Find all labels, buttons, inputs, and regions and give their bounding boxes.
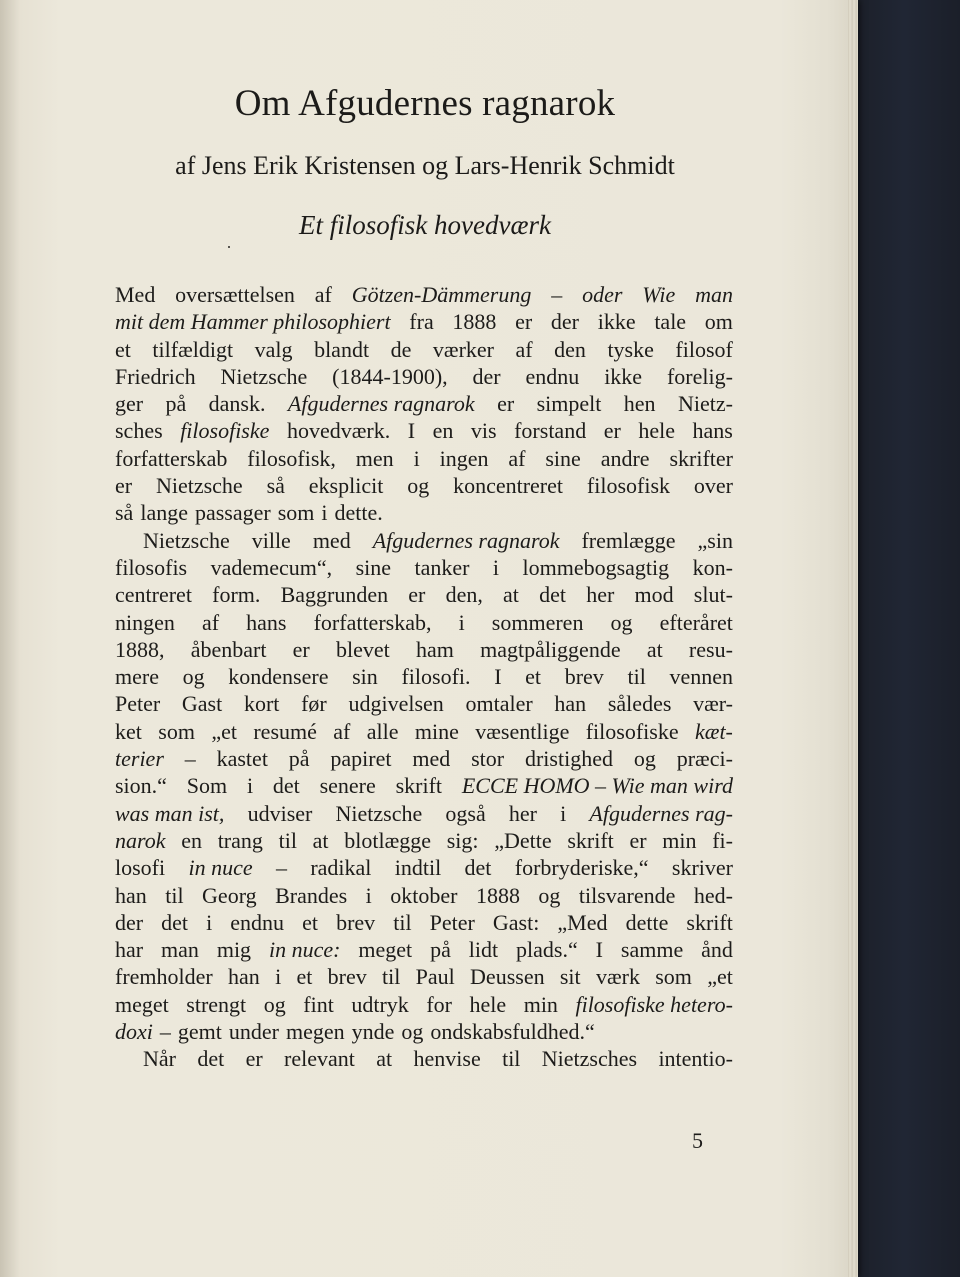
- text-line: Friedrich Nietzsche (1844-1900), der endnu ikke forelig-: [115, 363, 733, 389]
- text-line: sches filosofiske hovedværk. I en vis forstand er hele hans: [115, 418, 733, 444]
- text-line: fremholder han i et brev til Paul Deussen sit værk som „et: [115, 964, 733, 990]
- text-line: har man mig in nuce: meget på lidt plads.“ I samme ånd: [115, 937, 733, 963]
- text-line: 1888, åbenbart er blevet ham magtpåliggende at resu-: [115, 636, 733, 662]
- text-line: er Nietzsche så eksplicit og koncentreret filosofisk over: [115, 473, 733, 499]
- text-line: mit dem Hammer philosophiert fra 1888 er der ikke tale om: [115, 309, 733, 335]
- text-line: Når det er relevant at henvise til Nietzsches intentio-: [143, 1046, 733, 1072]
- text-line: ningen af hans forfatterskab, i sommeren og efteråret: [115, 609, 733, 635]
- text-line: Peter Gast kort før udgivelsen omtaler han således vær-: [115, 691, 733, 717]
- text-line: Med oversættelsen af Götzen-Dämmerung – oder Wie man: [115, 282, 733, 307]
- text-line: doxi – gemt under megen ynde og ondskabsfuldhed.“: [115, 1019, 595, 1045]
- text-line: mere og kondensere sin filosofi. I et brev til vennen: [115, 664, 733, 690]
- authors-line: af Jens Erik Kristensen og Lars-Henrik Schmidt: [175, 151, 675, 180]
- text-line: ger på dansk. Afgudernes ragnarok er simpelt hen Nietz-: [115, 391, 733, 417]
- section-heading: Et filosofisk hovedværk: [299, 210, 551, 240]
- page-edge: [848, 0, 858, 1277]
- text-line: ket som „et resumé af alle mine væsentlige filosofiske kæt-: [115, 718, 733, 744]
- print-speck: [228, 246, 230, 248]
- text-line: losofi in nuce – radikal indtil det forbryderiske,“ skriver: [115, 855, 733, 881]
- text-line: et tilfældigt valg blandt de værker af den tyske filosof: [115, 336, 733, 362]
- text-line: Nietzsche ville med Afgudernes ragnarok fremlægge „sin: [143, 527, 733, 553]
- text-line: der det i endnu et brev til Peter Gast: „Med dette skrift: [115, 909, 733, 935]
- text-line: filosofis vademecum“, sine tanker i lommebogsagtig kon-: [115, 554, 733, 580]
- text-line: terier – kastet på papiret med stor dristighed og præci-: [115, 746, 733, 772]
- page-title: Om Afgudernes ragnarok: [234, 83, 616, 124]
- body-text: [115, 281, 733, 1073]
- text-line: narok en trang til at blotlægge sig: „Dette skrift er min fi-: [115, 827, 733, 853]
- text-line: was man ist, udviser Nietzsche også her i Afgudernes rag-: [115, 800, 733, 826]
- text-line: sion.“ Som i det senere skrift ECCE HOMO – Wie man wird: [115, 773, 733, 799]
- text-line: forfatterskab filosofisk, men i ingen af sine andre skrifter: [115, 445, 733, 471]
- page-number: 5: [692, 1128, 703, 1153]
- text-line: meget strengt og fint udtryk for hele min filosofiske hetero-: [115, 991, 733, 1017]
- text-line: centreret form. Baggrunden er den, at det her mod slut-: [115, 582, 733, 608]
- text-line: han til Georg Brandes i oktober 1888 og tilsvarende hed-: [115, 882, 733, 908]
- text-line: så lange passager som i dette.: [115, 500, 383, 526]
